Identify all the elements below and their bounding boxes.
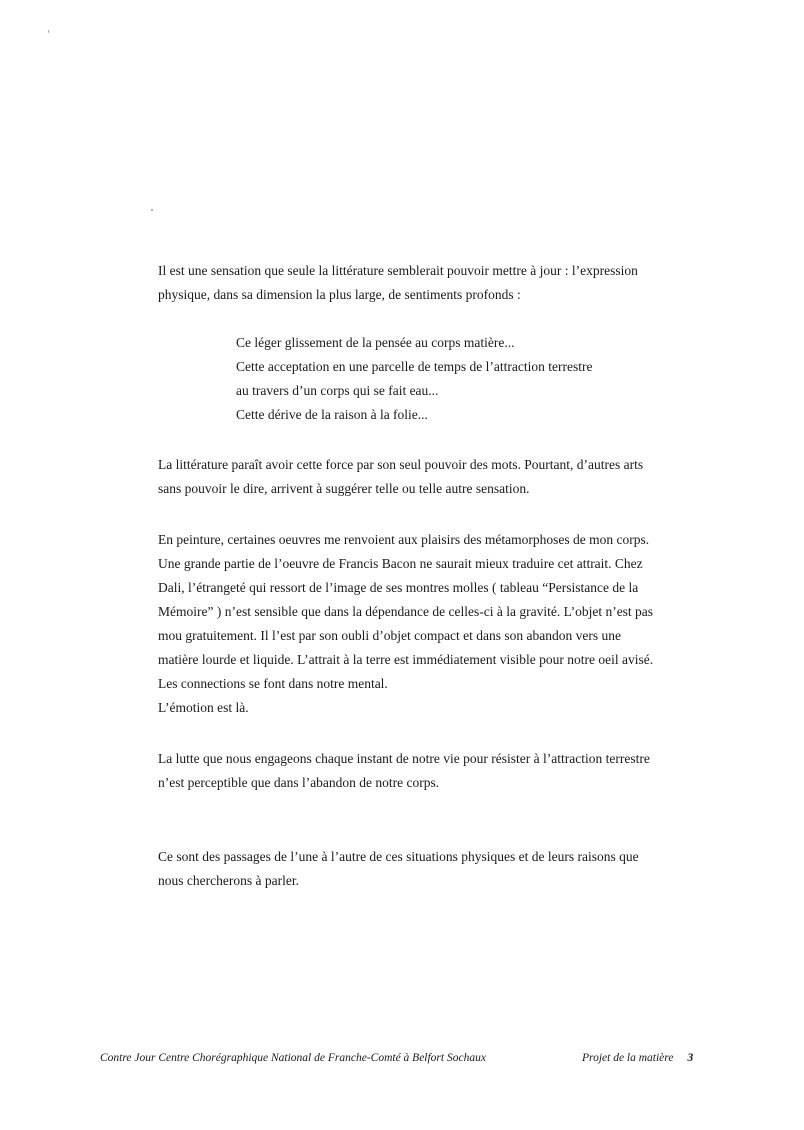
quote-line: Cette acceptation en une parcelle de temps de l’attraction terrestre bbox=[236, 359, 593, 374]
footer-project bbox=[582, 1052, 693, 1064]
text-line: En peinture, certaines oeuvres me renvoient aux plaisirs des métamorphoses de mon corps. bbox=[158, 532, 650, 547]
paragraph-painting bbox=[158, 528, 678, 720]
text-line: matière lourde et liquide. L’attrait à la terre est immédiatement visible pour notre oeil avisé. bbox=[158, 652, 654, 667]
paragraph-intro bbox=[158, 259, 678, 307]
text-line: sans pouvoir le dire, arrivent à suggérer telle ou telle autre sensation. bbox=[158, 481, 530, 496]
text-line: mou gratuitement. Il l’est par son oubli d’objet compact et dans son abandon vers une bbox=[158, 628, 622, 643]
text-line: nous chercherons à parler. bbox=[158, 873, 299, 888]
text-line: Une grande partie de l’oeuvre de Francis Bacon ne saurait mieux traduire cet attrait. Chez bbox=[158, 556, 643, 571]
text-line: La lutte que nous engageons chaque instant de notre vie pour résister à l’attraction terrestre bbox=[158, 751, 650, 766]
footer-organization: Contre Jour Centre Chorégraphique National de Franche-Comté à Belfort Sochaux bbox=[100, 1052, 486, 1064]
text-line: n’est perceptible que dans l’abandon de notre corps. bbox=[158, 775, 440, 790]
paper-speck bbox=[151, 209, 153, 211]
quote-line: au travers d’un corps qui se fait eau... bbox=[236, 383, 439, 398]
page-number: 3 bbox=[687, 1052, 694, 1064]
paragraph-struggle bbox=[158, 747, 678, 795]
footer-project-title: Projet de la matière bbox=[582, 1052, 674, 1064]
text-line: physique, dans sa dimension la plus large, de sentiments profonds : bbox=[158, 287, 521, 302]
indented-quote bbox=[236, 331, 676, 427]
text-line: Les connections se font dans notre mental. bbox=[158, 676, 388, 691]
text-line: La littérature paraît avoir cette force par son seul pouvoir des mots. Pourtant, d’autres arts bbox=[158, 457, 644, 472]
text-line: Il est une sensation que seule la littérature semblerait pouvoir mettre à jour : l’expression bbox=[158, 263, 638, 278]
text-line: L’émotion est là. bbox=[158, 700, 249, 715]
text-line: Dali, l’étrangeté qui ressort de l’image de ses montres molles ( tableau “Persistance de la bbox=[158, 580, 639, 595]
paper-speck bbox=[48, 30, 49, 33]
paragraph-conclusion bbox=[158, 845, 678, 893]
quote-line: Ce léger glissement de la pensée au corps matière... bbox=[236, 335, 515, 350]
paragraph-literature bbox=[158, 453, 678, 501]
text-line: Ce sont des passages de l’une à l’autre de ces situations physiques et de leurs raisons que bbox=[158, 849, 639, 864]
text-line: Mémoire” ) n’est sensible que dans la dépendance de celles-ci à la gravité. L’objet n’est pas bbox=[158, 604, 654, 619]
quote-line: Cette dérive de la raison à la folie... bbox=[236, 407, 428, 422]
